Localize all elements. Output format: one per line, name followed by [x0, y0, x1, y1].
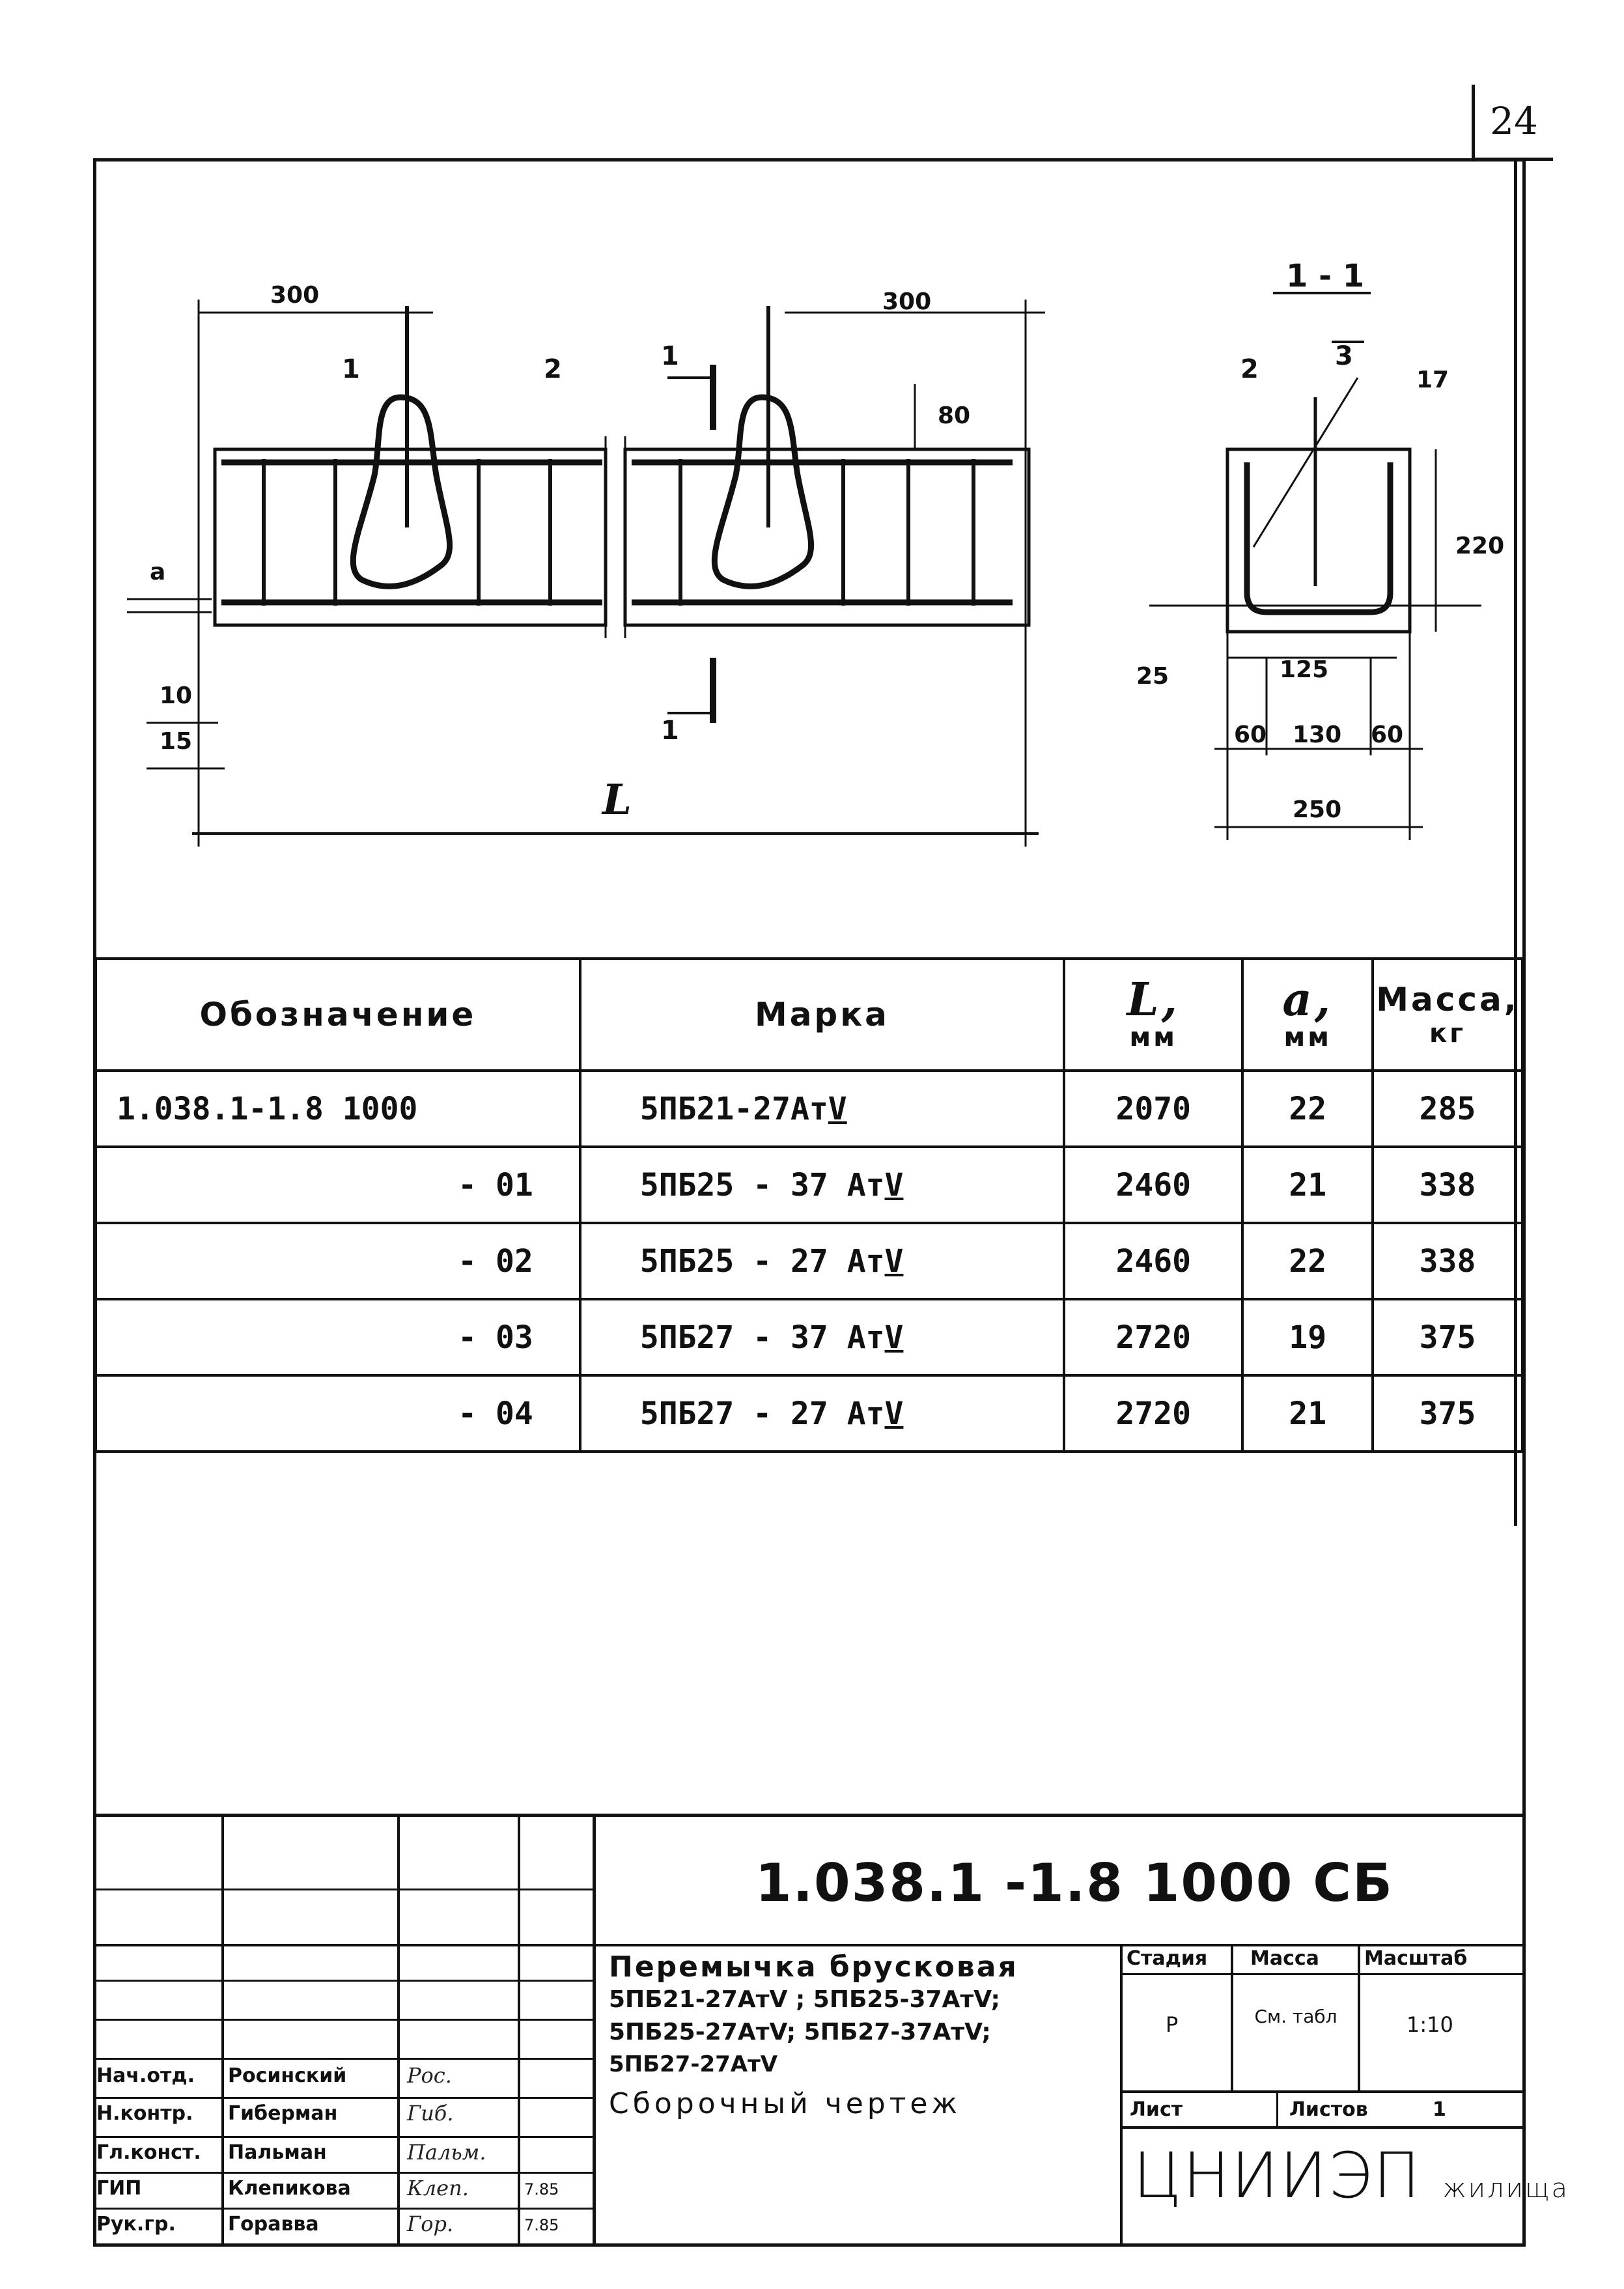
staff-role: Рук.гр.	[96, 2213, 176, 2236]
doc-code: 1.038.1 -1.8 1000 СБ	[755, 1853, 1393, 1913]
sec-pos-label-3: 3	[1335, 341, 1353, 371]
row-mark: 5ПБ25 - 37 АтV	[580, 1147, 1064, 1223]
staff-date: 7.85	[524, 2216, 559, 2234]
tb-hline	[93, 2136, 595, 2138]
title-line-1: Перемычка брусковая	[609, 1950, 1018, 1984]
tb-hline	[93, 2172, 595, 2174]
tb-hline	[1120, 1973, 1526, 1975]
header-designation: Обозначение	[96, 959, 580, 1071]
row-designation: - 02	[96, 1223, 580, 1299]
dim-60-left: 60	[1234, 722, 1267, 748]
title-line-5: Сборочный чертеж	[609, 2087, 962, 2120]
spec-header-row	[96, 959, 1522, 1071]
cut-label-bottom: 1	[661, 716, 679, 746]
tb-top-line	[93, 1814, 1526, 1817]
tb-vline	[518, 1814, 520, 2247]
row-mark: 5ПБ27 - 27 АтV	[580, 1375, 1064, 1452]
cut-label-top: 1	[661, 341, 679, 371]
row-length: 2460	[1064, 1223, 1242, 1299]
row-designation: - 01	[96, 1147, 580, 1223]
mass-value: См. табл	[1254, 2006, 1337, 2027]
staff-role: Гл.конст.	[96, 2141, 201, 2164]
tb-hline	[93, 1889, 595, 1890]
stage-value: Р	[1166, 2012, 1179, 2037]
row-length: 2460	[1064, 1147, 1242, 1223]
table-row	[96, 1147, 1522, 1223]
mass-label: Масса	[1250, 1947, 1319, 1970]
tb-vline	[1358, 1944, 1360, 2090]
row-mark: 5ПБ21-27АтV	[580, 1071, 1064, 1147]
row-mass: 338	[1373, 1223, 1522, 1299]
tb-vline	[1231, 1944, 1233, 2090]
dim-15: 15	[160, 728, 193, 755]
dim-300-left: 300	[270, 282, 320, 309]
dim-250: 250	[1293, 796, 1342, 823]
staff-role: Н.контр.	[96, 2102, 193, 2125]
sheets-label: Листов	[1289, 2098, 1368, 2121]
tb-vline	[221, 1814, 224, 2247]
dim-10: 10	[160, 682, 193, 709]
header-length: L, мм	[1064, 959, 1242, 1071]
tb-vline	[397, 1814, 400, 2247]
tb-hline	[93, 1980, 595, 1982]
tb-hline	[93, 2208, 595, 2210]
staff-signature: Рос.	[407, 2063, 452, 2088]
row-a: 21	[1242, 1375, 1373, 1452]
staff-signature: Гор.	[407, 2212, 454, 2236]
pos-label-1: 1	[342, 354, 360, 384]
scale-label: Масштаб	[1364, 1947, 1468, 1970]
staff-name: Клепикова	[228, 2177, 351, 2200]
header-a: a, мм	[1242, 959, 1373, 1071]
row-mark: 5ПБ25 - 27 АтV	[580, 1223, 1064, 1299]
row-designation: - 03	[96, 1299, 580, 1375]
tb-vline	[1276, 2090, 1278, 2126]
staff-name: Горавва	[228, 2213, 319, 2236]
tb-hline	[93, 2019, 595, 2021]
sheet-label: Лист	[1130, 2098, 1183, 2121]
table-row	[96, 1071, 1522, 1147]
staff-role: Нач.отд.	[96, 2064, 195, 2087]
staff-role: ГИП	[96, 2177, 142, 2200]
spec-table	[94, 957, 1524, 1453]
row-length: 2720	[1064, 1299, 1242, 1375]
staff-signature: Клеп.	[407, 2176, 469, 2200]
staff-date: 7.85	[524, 2180, 559, 2198]
page-number: 24	[1472, 85, 1553, 161]
staff-name: Росинский	[228, 2064, 347, 2087]
tb-vline	[1120, 1944, 1123, 2247]
dim-300-right: 300	[882, 288, 932, 315]
title-line-2: 5ПБ21-27АтV ; 5ПБ25-37АтV;	[609, 1986, 1000, 2013]
row-a: 21	[1242, 1147, 1373, 1223]
row-mark: 5ПБ27 - 37 АтV	[580, 1299, 1064, 1375]
dim-220: 220	[1455, 533, 1505, 559]
table-row	[96, 1299, 1522, 1375]
dim-130: 130	[1293, 722, 1342, 748]
row-designation: 1.038.1-1.8 1000	[96, 1071, 580, 1147]
pos-label-2: 2	[544, 354, 562, 384]
staff-signature: Пальм.	[407, 2140, 486, 2165]
header-mark: Марка	[580, 959, 1064, 1071]
tb-hline	[1120, 2090, 1526, 2093]
tb-hline	[93, 2058, 595, 2060]
sheets-value: 1	[1433, 2098, 1446, 2121]
title-line-4: 5ПБ27-27АтV	[609, 2051, 778, 2077]
staff-name: Пальман	[228, 2141, 327, 2164]
beam-drawing-svg	[94, 163, 1527, 957]
row-a: 22	[1242, 1071, 1373, 1147]
dim-17: 17	[1416, 367, 1449, 393]
row-designation: - 04	[96, 1375, 580, 1452]
tb-hline	[93, 2097, 595, 2099]
dim-a: a	[150, 559, 166, 585]
tb-hline	[93, 1944, 1526, 1946]
dim-125: 125	[1280, 656, 1329, 683]
row-mass: 375	[1373, 1375, 1522, 1452]
tb-hline	[1120, 2126, 1526, 2129]
row-a: 22	[1242, 1223, 1373, 1299]
row-mass: 285	[1373, 1071, 1522, 1147]
beam-drawing	[94, 163, 1527, 957]
row-length: 2720	[1064, 1375, 1242, 1452]
scale-value: 1:10	[1407, 2012, 1453, 2037]
row-mass: 375	[1373, 1299, 1522, 1375]
row-length: 2070	[1064, 1071, 1242, 1147]
staff-signature: Гиб.	[407, 2101, 454, 2126]
staff-name: Гиберман	[228, 2102, 338, 2125]
header-mass: Масса, кг	[1373, 959, 1522, 1071]
table-row	[96, 1223, 1522, 1299]
row-mass: 338	[1373, 1147, 1522, 1223]
dim-80: 80	[938, 402, 971, 429]
title-line-3: 5ПБ25-27АтV; 5ПБ27-37АтV;	[609, 2019, 991, 2045]
tb-vline	[593, 1814, 596, 2247]
org-name: ЦНИИЭП жилища	[1133, 2139, 1570, 2212]
table-row	[96, 1375, 1522, 1452]
section-title: 1 - 1	[1286, 258, 1365, 294]
dim-25: 25	[1136, 663, 1169, 690]
dim-60-right: 60	[1371, 722, 1404, 748]
stage-label: Стадия	[1127, 1947, 1208, 1970]
row-a: 19	[1242, 1299, 1373, 1375]
dim-length: L	[602, 776, 632, 824]
sec-pos-label-2: 2	[1240, 354, 1259, 384]
